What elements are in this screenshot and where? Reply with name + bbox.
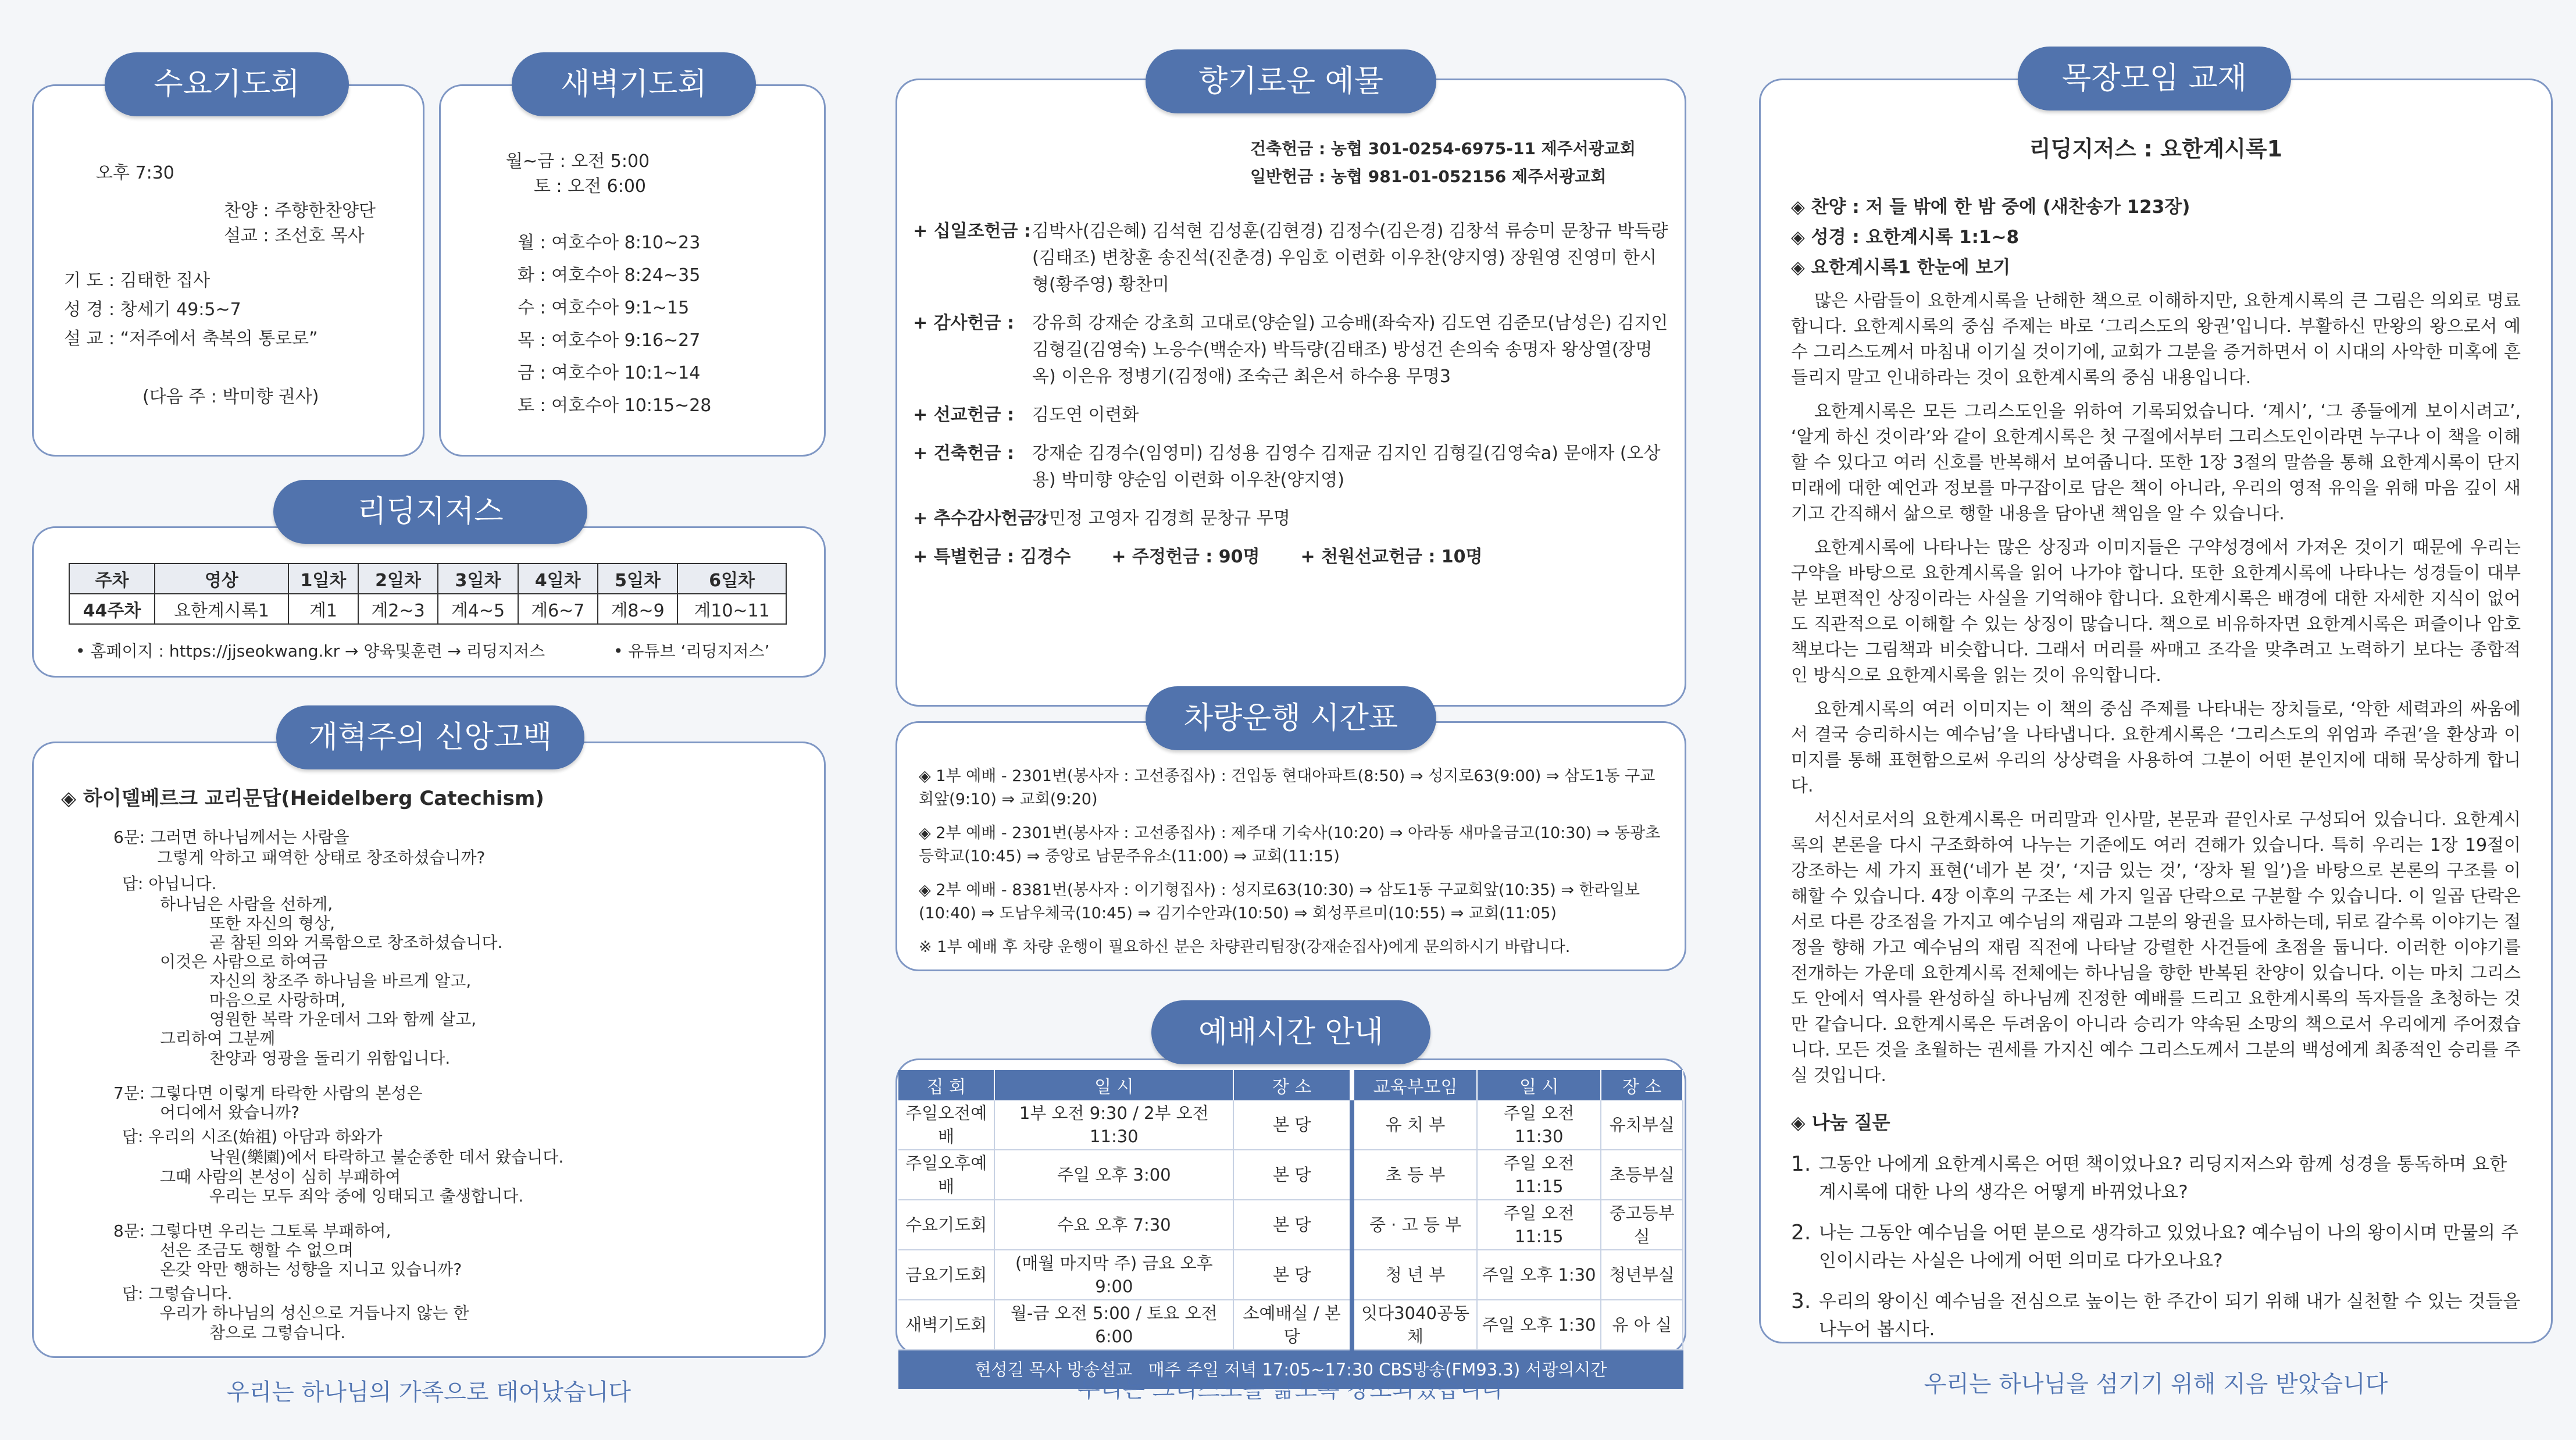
weekly-offering: + 주정헌금 : 90명	[1111, 547, 1260, 567]
reading-cell: 요한계시록1	[155, 594, 288, 624]
study-question	[1791, 1150, 2521, 1206]
worship-cell: 유 아 실	[1601, 1300, 1683, 1350]
offerings-title: 향기로운 예물	[1146, 49, 1436, 113]
reading-cell: 계4~5	[438, 594, 518, 624]
dawn-weekday: 월~금 : 오전 5:00	[506, 151, 650, 172]
confession-line: 우리가 하나님의 성신으로 거듭나지 않는 한	[160, 1303, 469, 1323]
confession-line: 영원한 복락 가운데서 그와 함께 살고,	[209, 1010, 477, 1029]
dawn-day: 수 : 여호수아 9:1~15	[518, 298, 690, 318]
col2-footer: 우리는 그리스도를 닮도록 창조되었습니다	[1078, 1376, 1504, 1403]
worship-cell: 잇다3040공동체	[1352, 1300, 1477, 1350]
worship-cell: 초등부실	[1601, 1150, 1683, 1200]
study-paragraph: 서신서로서의 요한계시록은 머리말과 인사말, 본문과 끝인사로 구성되어 있습니다. 요한계시록의 본론을 다시 구조화하여 나누는 기준에도 여러 견해가 있습니다. 특히 우리는 1장 19절이 강조하는 세 가지 표현(‘네가 본 것’, ‘지금 있는 것’, ‘장차 될 일’)을 바탕으로 본론의 구조를 이해할 수 있습니다. 4장 이후의 구조는 세 가지 일곱 단락으로 구분할 수 있습니다. 이 일곱 단락은 서로 다른 강조점을 가지고 예수님의 재림과 그분의 왕권을 묘사하는데, 뒤로 갈수록 이야기는 절정을 향해 가고 예수님의 재림 직전에 나타날 강렬한 사건들에 초점을 둡니다. 이러한 이야기를 전개하는 가운데 요한계시록 전체에는 하나님을 향한 반복된 찬양이 있습니다. 이는 마치 그리스도 안에서 역사를 완성하실 하나님께 진정한 예배를 드리고 요한계시록의 독자들을 초청하는 것만 같습니다. 요한계시록은 두려움이 아니라 승리가 약속된 소망의 책으로서 우리에게 주어졌습니다. 모든 것을 초월하는 권세를 가지신 예수 그리스도께서 그분의 백성에게 최종적인 승리를 주실 것입니다.	[1791, 810, 2521, 1086]
offerings-list	[913, 218, 1669, 582]
worship-cell: 주일 오전 11:15	[1477, 1200, 1601, 1250]
worship-cell: 청년부실	[1601, 1250, 1683, 1300]
reading-table	[69, 563, 787, 625]
worship-cell: 주일 오전 11:30	[1477, 1100, 1601, 1150]
mission-offering: + 천원선교헌금 : 10명	[1300, 547, 1483, 567]
confession-line: 그렇게 악하고 패역한 상태로 창조하셨습니까?	[157, 848, 486, 867]
confession-line: 답: 아닙니다.	[122, 874, 217, 893]
reading-cell: 44주차	[69, 594, 155, 624]
worship-header: 장 소	[1601, 1070, 1683, 1100]
worship-table	[898, 1070, 1683, 1350]
question-number: 1.	[1791, 1152, 1811, 1176]
worship-header: 장 소	[1233, 1070, 1352, 1100]
study-hymn: ◈ 찬양 : 저 들 밖에 한 밤 중에 (새찬송가 123장)	[1791, 197, 2190, 218]
offering-row	[913, 402, 1669, 429]
reading-header: 영상	[155, 564, 288, 594]
wednesday-prayer-leader: 기 도 : 김태한 집사	[64, 270, 210, 291]
confession-line: 온갖 악만 행하는 성향을 지니고 있습니까?	[160, 1260, 462, 1279]
dawn-day: 월 : 여호수아 8:10~23	[518, 233, 701, 253]
worship-cell: 새벽기도회	[898, 1300, 994, 1350]
confession-line: 곧 참된 의와 거룩함으로 창조하셨습니다.	[209, 933, 503, 952]
reading-youtube: • 유튜브 ‘리딩지저스’	[613, 641, 770, 661]
confession-line: 우리는 모두 죄악 중에 잉태되고 출생합니다.	[209, 1186, 524, 1206]
reading-cell: 계1	[288, 594, 358, 624]
bus-route: ◈ 1부 예배 - 2301번(봉사자 : 고선종집사) : 건입동 현대아파트(8:50) ⇒ 성지로63(9:00) ⇒ 삼도1동 구교회앞(9:10) ⇒ 교회(9:20)	[919, 767, 1656, 808]
offering-row	[913, 218, 1669, 298]
wednesday-sermon: 설교 : 조선호 목사	[224, 226, 365, 246]
offering-label: + 추수감사헌금 :	[913, 508, 1048, 529]
account-general: 일반헌금 : 농협 981-01-052156 제주서광교회	[1250, 167, 1607, 186]
worship-cell: 주일 오후 1:30	[1477, 1250, 1601, 1300]
reading-header: 1일차	[288, 564, 358, 594]
worship-cell: 월-금 오전 5:00 / 토요 오전 6:00	[994, 1300, 1233, 1350]
study-question	[1791, 1219, 2521, 1275]
confession-line: 이것은 사람으로 하여금	[160, 952, 328, 971]
confession-line: 또한 자신의 형상,	[209, 914, 336, 933]
offering-summary-row	[913, 544, 1669, 571]
worship-header: 일 시	[994, 1070, 1233, 1100]
confession-line: 6문: 그러면 하나님께서는 사람을	[113, 828, 349, 847]
worship-cell: 중고등부실	[1601, 1200, 1683, 1250]
worship-cell: 청 년 부	[1352, 1250, 1477, 1300]
reading-header: 주차	[69, 564, 155, 594]
confession-line: 선은 조금도 행할 수 없으며	[160, 1241, 354, 1260]
worship-cell: 본 당	[1233, 1150, 1352, 1200]
worship-cell: 주일 오전 11:15	[1477, 1150, 1601, 1200]
dawn-day: 금 : 여호수아 10:1~14	[518, 363, 701, 383]
study-scripture: ◈ 성경 : 요한계시록 1:1~8	[1791, 227, 2020, 248]
offering-names: 강민정 고영자 김경희 문창규 무명	[1032, 508, 1290, 529]
study-question	[1791, 1288, 2521, 1343]
worship-cell: 소예배실 / 본 당	[1233, 1300, 1352, 1350]
dawn-prayer-title: 새벽기도회	[512, 52, 756, 116]
reading-cell: 계10~11	[677, 594, 786, 624]
reading-header: 4일차	[518, 564, 598, 594]
offering-row	[913, 505, 1669, 532]
question-text: 우리의 왕이신 예수님을 전심으로 높이는 한 주간이 되기 위해 내가 실천할 수 있는 것들을 나누어 봅시다.	[1819, 1291, 2521, 1340]
confession-line: 8문: 그렇다면 우리는 그토록 부패하여,	[113, 1221, 391, 1241]
offering-label: + 선교헌금 :	[913, 405, 1014, 425]
bus-route: ◈ 2부 예배 - 2301번(봉사자 : 고선종집사) : 제주대 기숙사(10:20) ⇒ 아라동 새마을금고(10:30) ⇒ 동광초등학교(10:45) ⇒ 중앙로 남문주유소(11:00) ⇒ 교회(11:15)	[919, 824, 1661, 865]
worship-cell: 주일오전예배	[898, 1100, 994, 1150]
confession-heading: ◈ 하이델베르크 교리문답(Heidelberg Catechism)	[61, 787, 544, 810]
worship-cell: 1부 오전 9:30 / 2부 오전 11:30	[994, 1100, 1233, 1150]
offering-label: + 십일조헌금 :	[913, 221, 1031, 241]
worship-cell: 주일 오후 1:30	[1477, 1300, 1601, 1350]
confession-line: 어디에서 왔습니까?	[160, 1103, 300, 1122]
study-paragraph: 요한계시록은 모든 그리스도인을 위하여 기록되었습니다. ‘계시’, ‘그 종들에게 보이시려고’, ‘알게 하신 것이라’와 같이 요한계시록은 첫 구절에서부터 그리스도인이라면 누구나 이 책을 이해할 수 있다고 여러 신호를 반복해서 보여줍니다. 또한 1장 3절의 말씀을 통해 요한계시록이 단지 미래에 대한 예언과 정보를 마구잡이로 담은 책이 아니라, 우리의 영적 유익을 위해 마음 깊이 새기고 간직해서 삶으로 행할 내용을 담아낸 책임을 알 수 있습니다.	[1791, 401, 2521, 524]
dawn-day: 화 : 여호수아 8:24~35	[518, 265, 701, 286]
confession-line: 자신의 창조주 하나님을 바르게 알고,	[209, 971, 472, 990]
account-building: 건축헌금 : 농협 301-0254-6975-11 제주서광교회	[1250, 139, 1636, 158]
reading-header: 5일차	[598, 564, 677, 594]
reading-cell: 계6~7	[518, 594, 598, 624]
study-content	[1791, 192, 2521, 1356]
worship-cell: 본 당	[1233, 1200, 1352, 1250]
worship-cell: 수요 오후 7:30	[994, 1200, 1233, 1250]
bus-title: 차량운행 시간표	[1146, 686, 1436, 750]
reading-header: 2일차	[358, 564, 438, 594]
confession-line: 그리하여 그분께	[160, 1029, 276, 1048]
study-questions-heading: ◈ 나눔 질문	[1791, 1111, 1890, 1134]
offering-row	[913, 440, 1669, 494]
question-number: 3.	[1791, 1289, 1811, 1313]
worship-cell: 금요기도회	[898, 1250, 994, 1300]
confession-line: 참으로 그렇습니다.	[209, 1323, 346, 1342]
offering-names: 김박사(김은혜) 김석현 김성훈(김현경) 김정수(김은경) 김창석 류승미 문창규 박득량(김태조) 변창훈 송진석(진춘경) 우임호 이련화 이우찬(양지영) 장원영 진영미 한시형(황주영) 황찬미	[1032, 221, 1668, 295]
dawn-day: 목 : 여호수아 9:16~27	[518, 330, 701, 351]
reading-cell: 계8~9	[598, 594, 677, 624]
worship-table-wrap	[898, 1070, 1683, 1389]
wednesday-prayer-title: 수요기도회	[105, 52, 349, 116]
worship-cell: 중 · 고 등 부	[1352, 1200, 1477, 1250]
study-paragraph: 요한계시록에 나타나는 많은 상징과 이미지들은 구약성경에서 가져온 것이기 때문에 우리는 구약을 바탕으로 요한계시록을 읽어 나가야 합니다. 또한 요한계시록에 나타나는 성경들이 대부분 보편적인 상징이라는 사실을 기억해야 합니다. 요한계시록은 배경에 대한 자세한 지식이 없어도 직관적으로 이해할 수 있는 상징이 많습니다. 책으로 비유하자면 요한계시록은 퍼즐이나 암호 책보다는 그림책과 비슷합니다. 그래서 머리를 싸매고 조각을 맞추려고 노력하기 보다는 종합적인 방식으로 요한계시록을 읽는 것이 유익합니다.	[1791, 537, 2521, 686]
confession-line: 마음으로 사랑하며,	[209, 990, 346, 1010]
col3-footer: 우리는 하나님을 섬기기 위해 지음 받았습니다	[1924, 1371, 2388, 1398]
wednesday-sermon-title: 설 교 : “저주에서 축복의 통로로”	[64, 329, 318, 349]
question-text: 나는 그동안 예수님을 어떤 분으로 생각하고 있었나요? 예수님이 나의 왕이시며 만물의 주인이시라는 사실은 나에게 어떤 의미로 다가오나요?	[1819, 1222, 2518, 1271]
bus-note: ※ 1부 예배 후 차량 운행이 필요하신 분은 차량관리팀장(강재순집사)에게 문의하시기 바랍니다.	[919, 938, 1571, 956]
dawn-day: 토 : 여호수아 10:15~28	[518, 395, 712, 416]
question-text: 그동안 나에게 요한계시록은 어떤 책이었나요? 리딩지저스와 함께 성경을 통독하며 요한계시록에 대한 나의 생각은 어떻게 바뀌었나요?	[1819, 1154, 2507, 1203]
offering-names: 강재순 김경수(임영미) 김성용 김영수 김재균 김지인 김형길(김영숙a) 문애자 (오상용) 박미향 양순임 이련화 이우찬(양지영)	[1032, 443, 1661, 490]
worship-header: 일 시	[1477, 1070, 1601, 1100]
study-title: 목장모임 교재	[2018, 47, 2291, 111]
worship-header: 집 회	[898, 1070, 994, 1100]
wednesday-time: 오후 7:30	[96, 163, 174, 183]
reading-header: 6일차	[677, 564, 786, 594]
reading-homepage-link[interactable]: • 홈페이지 : https://jjseokwang.kr → 양육및훈련 → 리딩지저스	[76, 641, 545, 661]
offering-label: + 건축헌금 :	[913, 443, 1014, 464]
bus-route: ◈ 2부 예배 - 8381번(봉사자 : 이기형집사) : 성지로63(10:30) ⇒ 삼도1동 구교회앞(10:35) ⇒ 한라일보(10:40) ⇒ 도남우체국(10:45) ⇒ 김기수안과(10:50) ⇒ 회성푸르미(10:55) ⇒ 교회(11:05)	[919, 881, 1640, 922]
wednesday-praise: 찬양 : 주향한찬양단	[224, 201, 376, 221]
study-summary-heading: ◈ 요한계시록1 한눈에 보기	[1791, 257, 2011, 278]
confession-line: 7문: 그렇다면 이렇게 타락한 사람의 본성은	[113, 1083, 423, 1103]
worship-cell: 초 등 부	[1352, 1150, 1477, 1200]
wednesday-scripture: 성 경 : 창세기 49:5~7	[64, 300, 241, 320]
worship-cell: 유 치 부	[1352, 1100, 1477, 1150]
dawn-saturday: 토 : 오전 6:00	[534, 176, 647, 197]
offering-names: 강유희 강재순 강초희 고대로(양순일) 고승배(좌숙자) 김도연 김준모(남성은) 김지인 김형길(김영숙) 노응수(백순자) 박득량(김태조) 방성건 손의숙 송명자 왕상열(장명옥) 이은유 정병기(김정애) 조숙근 최은서 하수용 무명3	[1032, 313, 1668, 387]
reading-header: 3일차	[438, 564, 518, 594]
confession-line: 하나님은 사람을 선하게,	[160, 894, 333, 914]
offering-row	[913, 310, 1669, 390]
reading-title: 리딩지저스	[273, 480, 587, 544]
special-offering: + 특별헌금 : 김경수	[913, 547, 1071, 567]
confession-line: 낙원(樂園)에서 타락하고 불순종한 데서 왔습니다.	[209, 1147, 564, 1167]
worship-cell: 유치부실	[1601, 1100, 1683, 1150]
worship-header: 교육부모임	[1352, 1070, 1477, 1100]
worship-title: 예배시간 안내	[1151, 1000, 1430, 1064]
study-paragraph: 많은 사람들이 요한계시록을 난해한 책으로 이해하지만, 요한계시록의 큰 그림은 의외로 명료합니다. 요한계시록의 중심 주제는 바로 ‘그리스도의 왕권’입니다. 부활하신 만왕의 왕으로서 예수 그리스도께서 마침내 이기실 것이기에, 교회가 그분을 증거하면서 이 시대의 사악한 미혹에 흔들리지 말고 인내하라는 것이 요한계시록의 중심 내용입니다.	[1791, 291, 2521, 388]
worship-cell: 주일오후예배	[898, 1150, 994, 1200]
confession-line: 그때 사람의 본성이 심히 부패하여	[160, 1167, 401, 1186]
col1-footer: 우리는 하나님의 가족으로 태어났습니다	[226, 1379, 631, 1406]
worship-cell: (매월 마지막 주) 금요 오후 9:00	[994, 1250, 1233, 1300]
offering-label: + 감사헌금 :	[913, 313, 1014, 333]
worship-cell: 본 당	[1233, 1100, 1352, 1150]
study-subtitle: 리딩지저스 : 요한계시록1	[2029, 136, 2283, 162]
confession-line: 찬양과 영광을 돌리기 위함입니다.	[209, 1049, 451, 1068]
bus-routes	[919, 765, 1669, 959]
offering-names: 김도연 이련화	[1032, 405, 1139, 425]
worship-cell: 주일 오후 3:00	[994, 1150, 1233, 1200]
reading-cell: 계2~3	[358, 594, 438, 624]
wednesday-next: (다음 주 : 박미향 권사)	[142, 387, 319, 407]
study-paragraph: 요한계시록의 여러 이미지는 이 책의 중심 주제를 나타내는 장치들로, ‘악한 세력과의 싸움에서 결국 승리하시는 예수님’을 나타냅니다. 요한계시록은 ‘그리스도의 위엄과 주권’을 환상과 이미지를 통해 표현함으로써 우리의 상상력을 사용하여 그분이 어떤 분인지에 대해 묵상하게 합니다.	[1791, 699, 2521, 796]
dawn-days-list	[518, 227, 711, 422]
worship-cell: 수요기도회	[898, 1200, 994, 1250]
question-number: 2.	[1791, 1221, 1811, 1245]
confession-line: 답: 그렇습니다.	[122, 1284, 233, 1303]
broadcast-banner: 현성길 목사 방송설교 매주 주일 저녁 17:05~17:30 CBS방송(FM93.3) 서광의시간	[898, 1350, 1683, 1389]
confession-line: 답: 우리의 시조(始祖) 아담과 하와가	[122, 1127, 383, 1146]
confession-title: 개혁주의 신앙고백	[276, 705, 584, 769]
worship-cell: 본 당	[1233, 1250, 1352, 1300]
